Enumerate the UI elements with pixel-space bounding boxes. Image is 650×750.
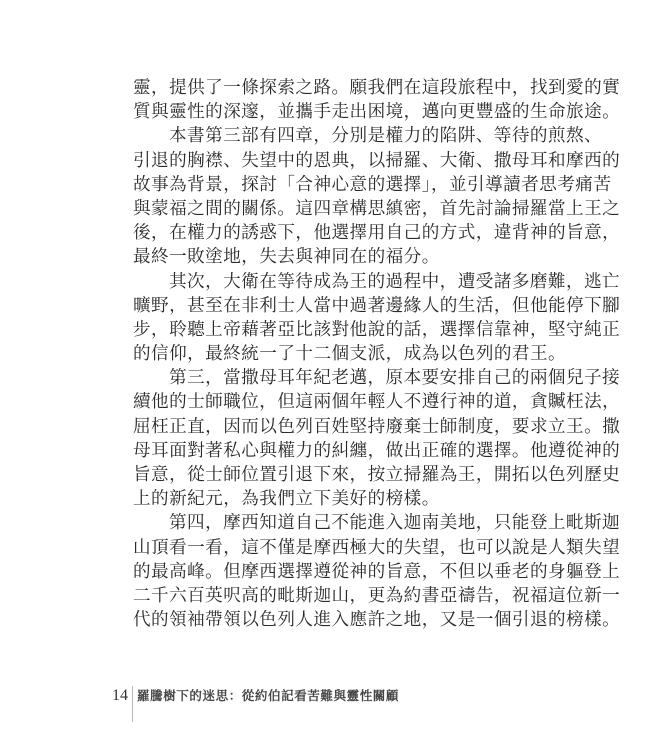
text-line: 曠野，甚至在非利士人當中過著邊緣人的生活，但他能停下腳 xyxy=(133,295,621,316)
text-line: 的最高峰。但摩西選擇遵從神的旨意，不但以垂老的身軀登上 xyxy=(133,561,621,582)
footer-divider xyxy=(132,686,133,722)
text-line: 後，在權力的誘惑下，他選擇用自己的方式，違背神的旨意， xyxy=(133,223,621,244)
page-footer xyxy=(112,686,399,722)
text-line: 引退的胸襟、失望中的恩典，以掃羅、大衛、撒母耳和摩西的 xyxy=(133,150,621,171)
text-line: 故事為背景，探討「合神心意的選擇」，並引導讀者思考痛苦 xyxy=(133,174,612,195)
text-line: 代的領袖帶領以色列人進入應許之地，又是一個引退的榜樣。 xyxy=(133,610,621,631)
text-line: 最終一敗塗地，失去與神同在的福分。 xyxy=(133,247,440,268)
paragraph-start-line: 本書第三部有四章，分別是權力的陷阱、等待的煎熬、 xyxy=(169,126,603,147)
text-line: 上的新紀元，為我們立下美好的榜樣。 xyxy=(133,489,440,510)
text-line: 與蒙福之間的關係。這四章構思縝密，首先討論掃羅當上王之 xyxy=(133,198,621,219)
text-line: 靈，提供了一條探索之路。願我們在這段旅程中，找到愛的實 xyxy=(133,78,621,98)
text-line: 質與靈性的深邃，並攜手走出困境，邁向更豐盛的生命旅途。 xyxy=(133,102,621,123)
text-line: 旨意，從士師位置引退下來，按立掃羅為王，開拓以色列歷史 xyxy=(133,465,621,485)
running-title: 羅騰樹下的迷思：從約伯記看苦難與靈性關顧 xyxy=(137,688,400,703)
text-line: 母耳面對著私心與權力的糾纏，做出正確的選擇。他遵從神的 xyxy=(133,440,621,461)
text-line: 的信仰，最終統一了十二個支派，成為以色列的君王。 xyxy=(133,344,567,365)
paragraph-start-line: 第四，摩西知道自己不能進入迦南美地，只能登上毗斯迦 xyxy=(169,513,621,534)
page-number: 14 xyxy=(112,687,128,704)
page-body-text xyxy=(133,76,621,632)
paragraph-start-line: 第三，當撒母耳年紀老邁，原本要安排自己的兩個兒子接 xyxy=(169,368,621,389)
text-line: 步，聆聽上帝藉著亞比該對他說的話，選擇信靠神，堅守純正 xyxy=(133,319,621,340)
text-line: 續他的士師職位，但這兩個年輕人不遵行神的道，貪贓枉法， xyxy=(133,392,621,413)
paragraph-start-line: 其次，大衛在等待成為王的過程中，遭受諸多磨難，逃亡 xyxy=(169,271,621,292)
text-line: 屈枉正直，因而以色列百姓堅持廢棄士師制度，要求立王。撒 xyxy=(133,416,621,437)
text-line: 山頂看一看，這不僅是摩西極大的失望，也可以說是人類失望 xyxy=(133,537,621,558)
text-line: 二千六百英呎高的毗斯迦山，更為約書亞禱告，祝福這位新一 xyxy=(133,585,621,606)
